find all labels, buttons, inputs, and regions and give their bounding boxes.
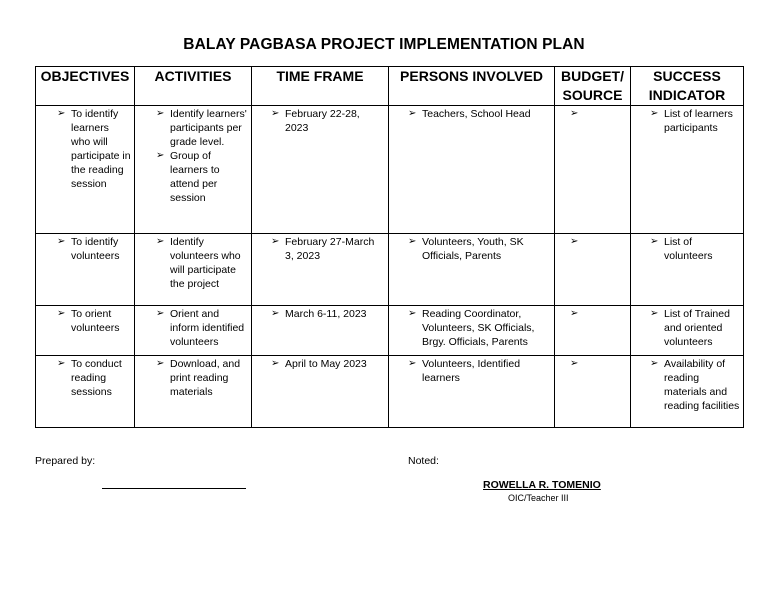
bullet-list [156, 307, 248, 349]
table-row [36, 234, 744, 306]
arrow-bullet-icon: ➢ [156, 308, 165, 319]
bullet-list [156, 357, 248, 399]
bullet-list [156, 107, 248, 205]
persons-involved-cell [389, 234, 555, 306]
arrow-bullet-icon: ➢ [570, 108, 579, 119]
budget-source-cell [555, 234, 631, 306]
header-budget-source: BUDGET/ SOURCE [555, 67, 631, 106]
persons-involved-text: Reading Coordinator, Volunteers, SK Officials, Brgy. Officials, Parents [422, 308, 535, 348]
time-frame-cell [252, 234, 389, 306]
objective-text: To identify volunteers [71, 236, 120, 262]
time-frame-cell [252, 356, 389, 428]
activity-text: Download, and print reading materials [170, 358, 241, 398]
persons-involved-cell [389, 356, 555, 428]
success-indicator-cell [631, 306, 744, 356]
prepared-by-label: Prepared by: [35, 455, 96, 467]
bullet-list [271, 307, 385, 321]
success-indicator-text: List of learners participants [664, 108, 733, 134]
objective-text: To orient volunteers [71, 308, 120, 334]
arrow-bullet-icon: ➢ [271, 108, 280, 119]
bullet-list [408, 307, 551, 349]
list-item [408, 235, 551, 263]
bullet-list [271, 357, 385, 371]
arrow-bullet-icon: ➢ [408, 236, 417, 247]
list-item [650, 235, 740, 263]
success-indicator-cell [631, 106, 744, 234]
bullet-list [408, 107, 551, 121]
header-objectives: OBJECTIVES [36, 67, 135, 106]
success-indicator-text: List of Trained and oriented volunteers [664, 308, 730, 348]
arrow-bullet-icon: ➢ [570, 308, 579, 319]
table-row [36, 356, 744, 428]
objective-text: To conduct reading sessions [71, 358, 122, 398]
list-item [271, 107, 385, 135]
arrow-bullet-icon: ➢ [650, 236, 659, 247]
header-time-frame: TIME FRAME [252, 67, 389, 106]
list-item [57, 307, 131, 335]
noted-by-name: ROWELLA R. TOMENIO [483, 479, 601, 491]
implementation-plan-table [35, 66, 744, 428]
list-item [650, 357, 740, 413]
list-item [57, 235, 131, 263]
arrow-bullet-icon: ➢ [570, 358, 579, 369]
time-frame-text: March 6-11, 2023 [285, 308, 367, 320]
list-item [156, 307, 248, 349]
activity-text: Identify learners' participants per grade level. [170, 108, 247, 148]
arrow-bullet-icon: ➢ [156, 108, 165, 119]
arrow-bullet-icon: ➢ [156, 358, 165, 369]
budget-source-cell [555, 306, 631, 356]
arrow-bullet-icon: ➢ [156, 236, 165, 247]
header-success-indicator: SUCCESS INDICATOR [631, 67, 744, 106]
success-indicator-text: List of volunteers [664, 236, 713, 262]
persons-involved-cell [389, 306, 555, 356]
list-item [408, 357, 551, 385]
list-item [271, 357, 385, 371]
bullet-list [650, 357, 740, 413]
activity-text: Group of learners to attend per session [170, 150, 220, 204]
header-persons-involved: PERSONS INVOLVED [389, 67, 555, 106]
persons-involved-text: Volunteers, Youth, SK Officials, Parents [422, 236, 524, 262]
bullet-list [650, 235, 740, 263]
activity-text: Orient and inform identified volunteers [170, 308, 245, 348]
objective-text: To identify learners who will participate in the reading session [71, 108, 131, 190]
arrow-bullet-icon: ➢ [57, 308, 66, 319]
bullet-list [408, 357, 551, 385]
table-body [36, 106, 744, 428]
objective-cell [36, 106, 135, 234]
objective-cell [36, 306, 135, 356]
arrow-bullet-icon: ➢ [57, 108, 66, 119]
arrow-bullet-icon: ➢ [271, 236, 280, 247]
noted-label: Noted: [408, 455, 439, 467]
arrow-bullet-icon: ➢ [271, 358, 280, 369]
table-header-row [36, 67, 744, 106]
document-title: BALAY PAGBASA PROJECT IMPLEMENTATION PLAN [183, 36, 585, 53]
activity-cell [135, 356, 252, 428]
activity-cell [135, 234, 252, 306]
time-frame-text: April to May 2023 [285, 358, 367, 370]
activity-cell [135, 106, 252, 234]
list-item [271, 307, 385, 321]
budget-source-cell [555, 356, 631, 428]
bullet-list [57, 107, 131, 191]
list-item [156, 357, 248, 399]
time-frame-text: February 22-28, 2023 [285, 108, 360, 134]
arrow-bullet-icon: ➢ [156, 150, 165, 161]
bullet-list [57, 235, 131, 263]
bullet-list [57, 307, 131, 335]
persons-involved-text: Teachers, School Head [422, 108, 531, 120]
arrow-bullet-icon: ➢ [57, 236, 66, 247]
list-item [156, 235, 248, 291]
prepared-by-signature-line [102, 488, 246, 489]
success-indicator-text: Availability of reading materials and reading facilities [664, 358, 740, 412]
list-item [408, 107, 551, 121]
list-item [57, 107, 131, 191]
bullet-list [271, 235, 385, 263]
list-item [271, 235, 385, 263]
list-item [408, 307, 551, 349]
bullet-list [271, 107, 385, 135]
time-frame-cell [252, 306, 389, 356]
persons-involved-text: Volunteers, Identified learners [422, 358, 521, 384]
noted-by-position: OIC/Teacher III [508, 493, 569, 503]
bullet-list [650, 307, 740, 349]
list-item [650, 107, 740, 135]
arrow-bullet-icon: ➢ [57, 358, 66, 369]
arrow-bullet-icon: ➢ [570, 236, 579, 247]
list-item [156, 149, 248, 205]
objective-cell [36, 234, 135, 306]
header-activities: ACTIVITIES [135, 67, 252, 106]
activity-text: Identify volunteers who will participate the project [170, 236, 241, 290]
list-item [156, 107, 248, 149]
list-item [650, 307, 740, 349]
time-frame-text: February 27-March 3, 2023 [285, 236, 375, 262]
success-indicator-cell [631, 234, 744, 306]
time-frame-cell [252, 106, 389, 234]
table-row [36, 306, 744, 356]
persons-involved-cell [389, 106, 555, 234]
budget-source-cell [555, 106, 631, 234]
bullet-list [408, 235, 551, 263]
arrow-bullet-icon: ➢ [650, 308, 659, 319]
table-row [36, 106, 744, 234]
arrow-bullet-icon: ➢ [650, 358, 659, 369]
success-indicator-cell [631, 356, 744, 428]
bullet-list [156, 235, 248, 291]
arrow-bullet-icon: ➢ [271, 308, 280, 319]
bullet-list [650, 107, 740, 135]
arrow-bullet-icon: ➢ [408, 308, 417, 319]
list-item [57, 357, 131, 399]
bullet-list [57, 357, 131, 399]
activity-cell [135, 306, 252, 356]
arrow-bullet-icon: ➢ [408, 108, 417, 119]
arrow-bullet-icon: ➢ [650, 108, 659, 119]
objective-cell [36, 356, 135, 428]
arrow-bullet-icon: ➢ [408, 358, 417, 369]
